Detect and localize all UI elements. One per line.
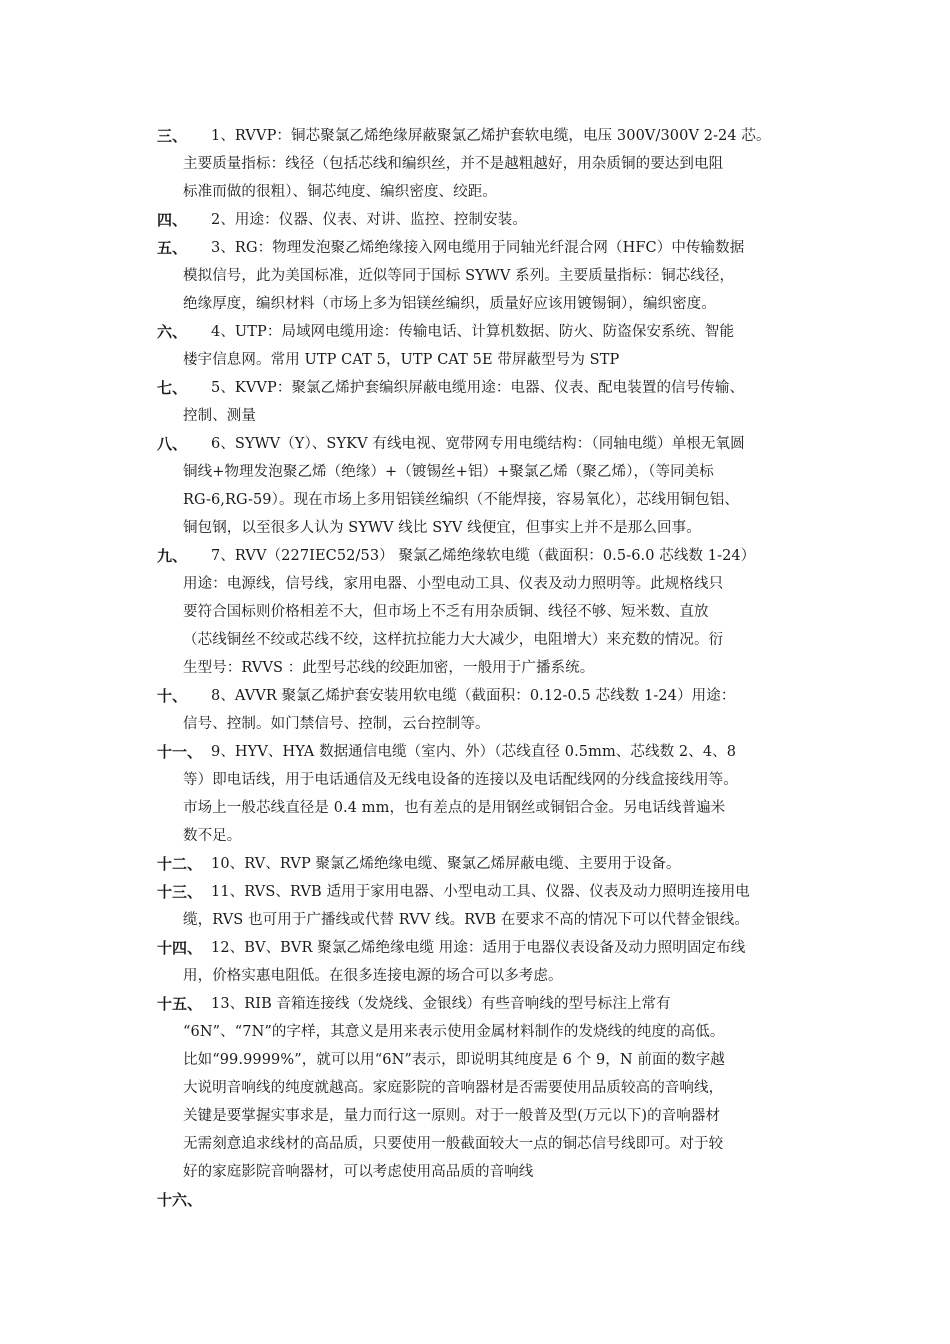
list-item-text-line: 生型号：RVVS ：此型号芯线的绞距加密，一般用于广播系统。 <box>183 660 595 676</box>
list-item-text-line: 4、UTP：局域网电缆用途：传输电话、计算机数据、防火、防盗保安系统、智能 <box>211 324 735 340</box>
list-item-text-line: 数不足。 <box>183 828 242 844</box>
list-item <box>0 934 950 990</box>
list-item-marker: 十、 <box>157 687 188 705</box>
list-item <box>0 738 950 850</box>
list-item <box>0 374 950 430</box>
list-item-text-line: 3、RG：物理发泡聚乙烯绝缘接入网电缆用于同轴光纤混合网（HFC）中传输数据 <box>211 240 745 256</box>
list-item-marker: 八、 <box>157 435 188 453</box>
list-item-text-line: （芯线铜丝不绞或芯线不绞，这样抗拉能力大大减少，电阻增大）来充数的情况。衍 <box>183 632 724 648</box>
list-item-text-line: 铜包钢，以至很多人认为 SYWV 线比 SYV 线便宜，但事实上并不是那么回事。 <box>183 520 701 536</box>
list-item-text-line: 信号、控制。如门禁信号、控制，云台控制等。 <box>183 716 490 732</box>
list-item-text-line: 7、RVV（227IEC52/53） 聚氯乙烯绝缘软电缆（截面积：0.5-6.0 芯线数 1-24） <box>211 548 756 564</box>
list-item-text-line: 6、SYWV（Y）、SYKV 有线电视、宽带网专用电缆结构：（同轴电缆）单根无氧圆 <box>211 436 745 452</box>
list-item-marker: 五、 <box>157 239 188 257</box>
list-item-text-line: 用途：电源线，信号线，家用电器、小型电动工具、仪表及动力照明等。此规格线只 <box>183 576 724 592</box>
list-item-marker: 十六、 <box>157 1191 203 1209</box>
list-item <box>0 878 950 934</box>
list-item-text-line: 1、RVVP：铜芯聚氯乙烯绝缘屏蔽聚氯乙烯护套软电缆，电压 300V/300V 2-24 芯。 <box>211 128 771 144</box>
list-item <box>0 682 950 738</box>
list-item <box>0 430 950 542</box>
list-item <box>0 318 950 374</box>
list-item-text-line: 绝缘厚度，编织材料（市场上多为铝镁丝编织，质量好应该用镀锡铜），编织密度。 <box>183 296 716 312</box>
list-item-text-line: 13、RIB 音箱连接线（发烧线、金银线）有些音响线的型号标注上常有 <box>211 996 671 1012</box>
list-item-marker: 十一、 <box>157 743 203 761</box>
list-item <box>0 122 950 206</box>
list-item-text-line: 用，价格实惠电阻低。在很多连接电源的场合可以多考虑。 <box>183 968 563 984</box>
list-item-marker: 七、 <box>157 379 188 397</box>
list-item-text-line: 12、BV、BVR 聚氯乙烯绝缘电缆 用途：适用于电器仪表设备及动力照明固定布线 <box>211 940 746 956</box>
list-item-text-line: “6N”、“7N”的字样，其意义是用来表示使用金属材料制作的发烧线的纯度的高低。 <box>183 1024 725 1040</box>
list-item-marker: 十四、 <box>157 939 203 957</box>
list-item <box>0 990 950 1186</box>
list-item-marker: 十五、 <box>157 995 203 1013</box>
list-item-text-line: 主要质量指标：线径（包括芯线和编织丝，并不是越粗越好，用杂质铜的要达到电阻 <box>183 156 724 172</box>
list-item-text-line: 大说明音响线的纯度就越高。家庭影院的音响器材是否需要使用品质较高的音响线， <box>183 1080 724 1096</box>
document-body <box>0 122 950 1214</box>
list-item-text-line: 比如“99.9999%”，就可以用“6N”表示，即说明其纯度是 6 个 9，N 前面的数字越 <box>183 1052 725 1068</box>
list-item <box>0 542 950 682</box>
list-item-marker: 九、 <box>157 547 188 565</box>
list-item <box>0 850 950 878</box>
list-item-text-line: 2、用途：仪器、仪表、对讲、监控、控制安装。 <box>211 212 527 228</box>
list-item-marker: 十三、 <box>157 883 203 901</box>
list-item-text-line: 10、RV、RVP 聚氯乙烯绝缘电缆、聚氯乙烯屏蔽电缆、主要用于设备。 <box>211 856 681 872</box>
list-item-text-line: 控制、测量 <box>183 408 256 424</box>
list-item-text-line: 8、AVVR 聚氯乙烯护套安装用软电缆（截面积：0.12-0.5 芯线数 1-24）用途： <box>211 688 736 704</box>
list-item-text-line: 11、RVS、RVB 适用于家用电器、小型电动工具、仪器、仪表及动力照明连接用电 <box>211 884 750 900</box>
list-item-marker: 六、 <box>157 323 188 341</box>
list-item <box>0 1186 950 1214</box>
list-item-text-line: 模拟信号，此为美国标准，近似等同于国标 SYWV 系列。主要质量指标：铜芯线径， <box>183 268 735 284</box>
list-item-text-line: 标准而做的很粗）、铜芯纯度、编织密度、绞距。 <box>183 184 497 200</box>
list-item-text-line <box>0 1186 950 1214</box>
list-item <box>0 234 950 318</box>
list-item-marker: 十二、 <box>157 855 203 873</box>
list-item-text-line: 无需刻意追求线材的高品质，只要使用一般截面较大一点的铜芯信号线即可。对于较 <box>183 1136 724 1152</box>
list-item-text-line: RG-6,RG-59）。现在市场上多用铝镁丝编织（不能焊接，容易氧化），芯线用铜包铝、 <box>183 492 739 508</box>
list-item-text-line: 要符合国标则价格相差不大，但市场上不乏有用杂质铜、线径不够、短米数、直放 <box>183 604 709 620</box>
list-item <box>0 206 950 234</box>
list-item-text-line: 市场上一般芯线直径是 0.4 mm，也有差点的是用钢丝或铜铝合金。另电话线普遍米 <box>183 800 726 816</box>
list-item-text-line: 好的家庭影院音响器材，可以考虑使用高品质的音响线 <box>183 1164 534 1180</box>
list-item-text-line: 楼宇信息网。常用 UTP CAT 5，UTP CAT 5E 带屏蔽型号为 STP <box>183 352 620 368</box>
list-item-text-line: 9、HYV、HYA 数据通信电缆（室内、外）（芯线直径 0.5mm、芯线数 2、4、8 <box>211 744 737 760</box>
list-item-text-line: 铜线+物理发泡聚乙烯（绝缘）+（镀锡丝+铝）+聚氯乙烯（聚乙烯），（等同美标 <box>183 464 714 480</box>
list-item-marker: 三、 <box>157 127 188 145</box>
list-item-text-line: 5、KVVP：聚氯乙烯护套编织屏蔽电缆用途：电器、仪表、配电装置的信号传输、 <box>211 380 745 396</box>
list-item-text-line: 关键是要掌握实事求是，量力而行这一原则。对于一般普及型(万元以下)的音响器材 <box>183 1108 721 1124</box>
list-item-marker: 四、 <box>157 211 188 229</box>
list-item-text-line: 缆，RVS 也可用于广播线或代替 RVV 线。RVB 在要求不高的情况下可以代替金银线。 <box>183 912 750 928</box>
list-item-text-line: 等）即电话线，用于电话通信及无线电设备的连接以及电话配线网的分线盒接线用等。 <box>183 772 738 788</box>
